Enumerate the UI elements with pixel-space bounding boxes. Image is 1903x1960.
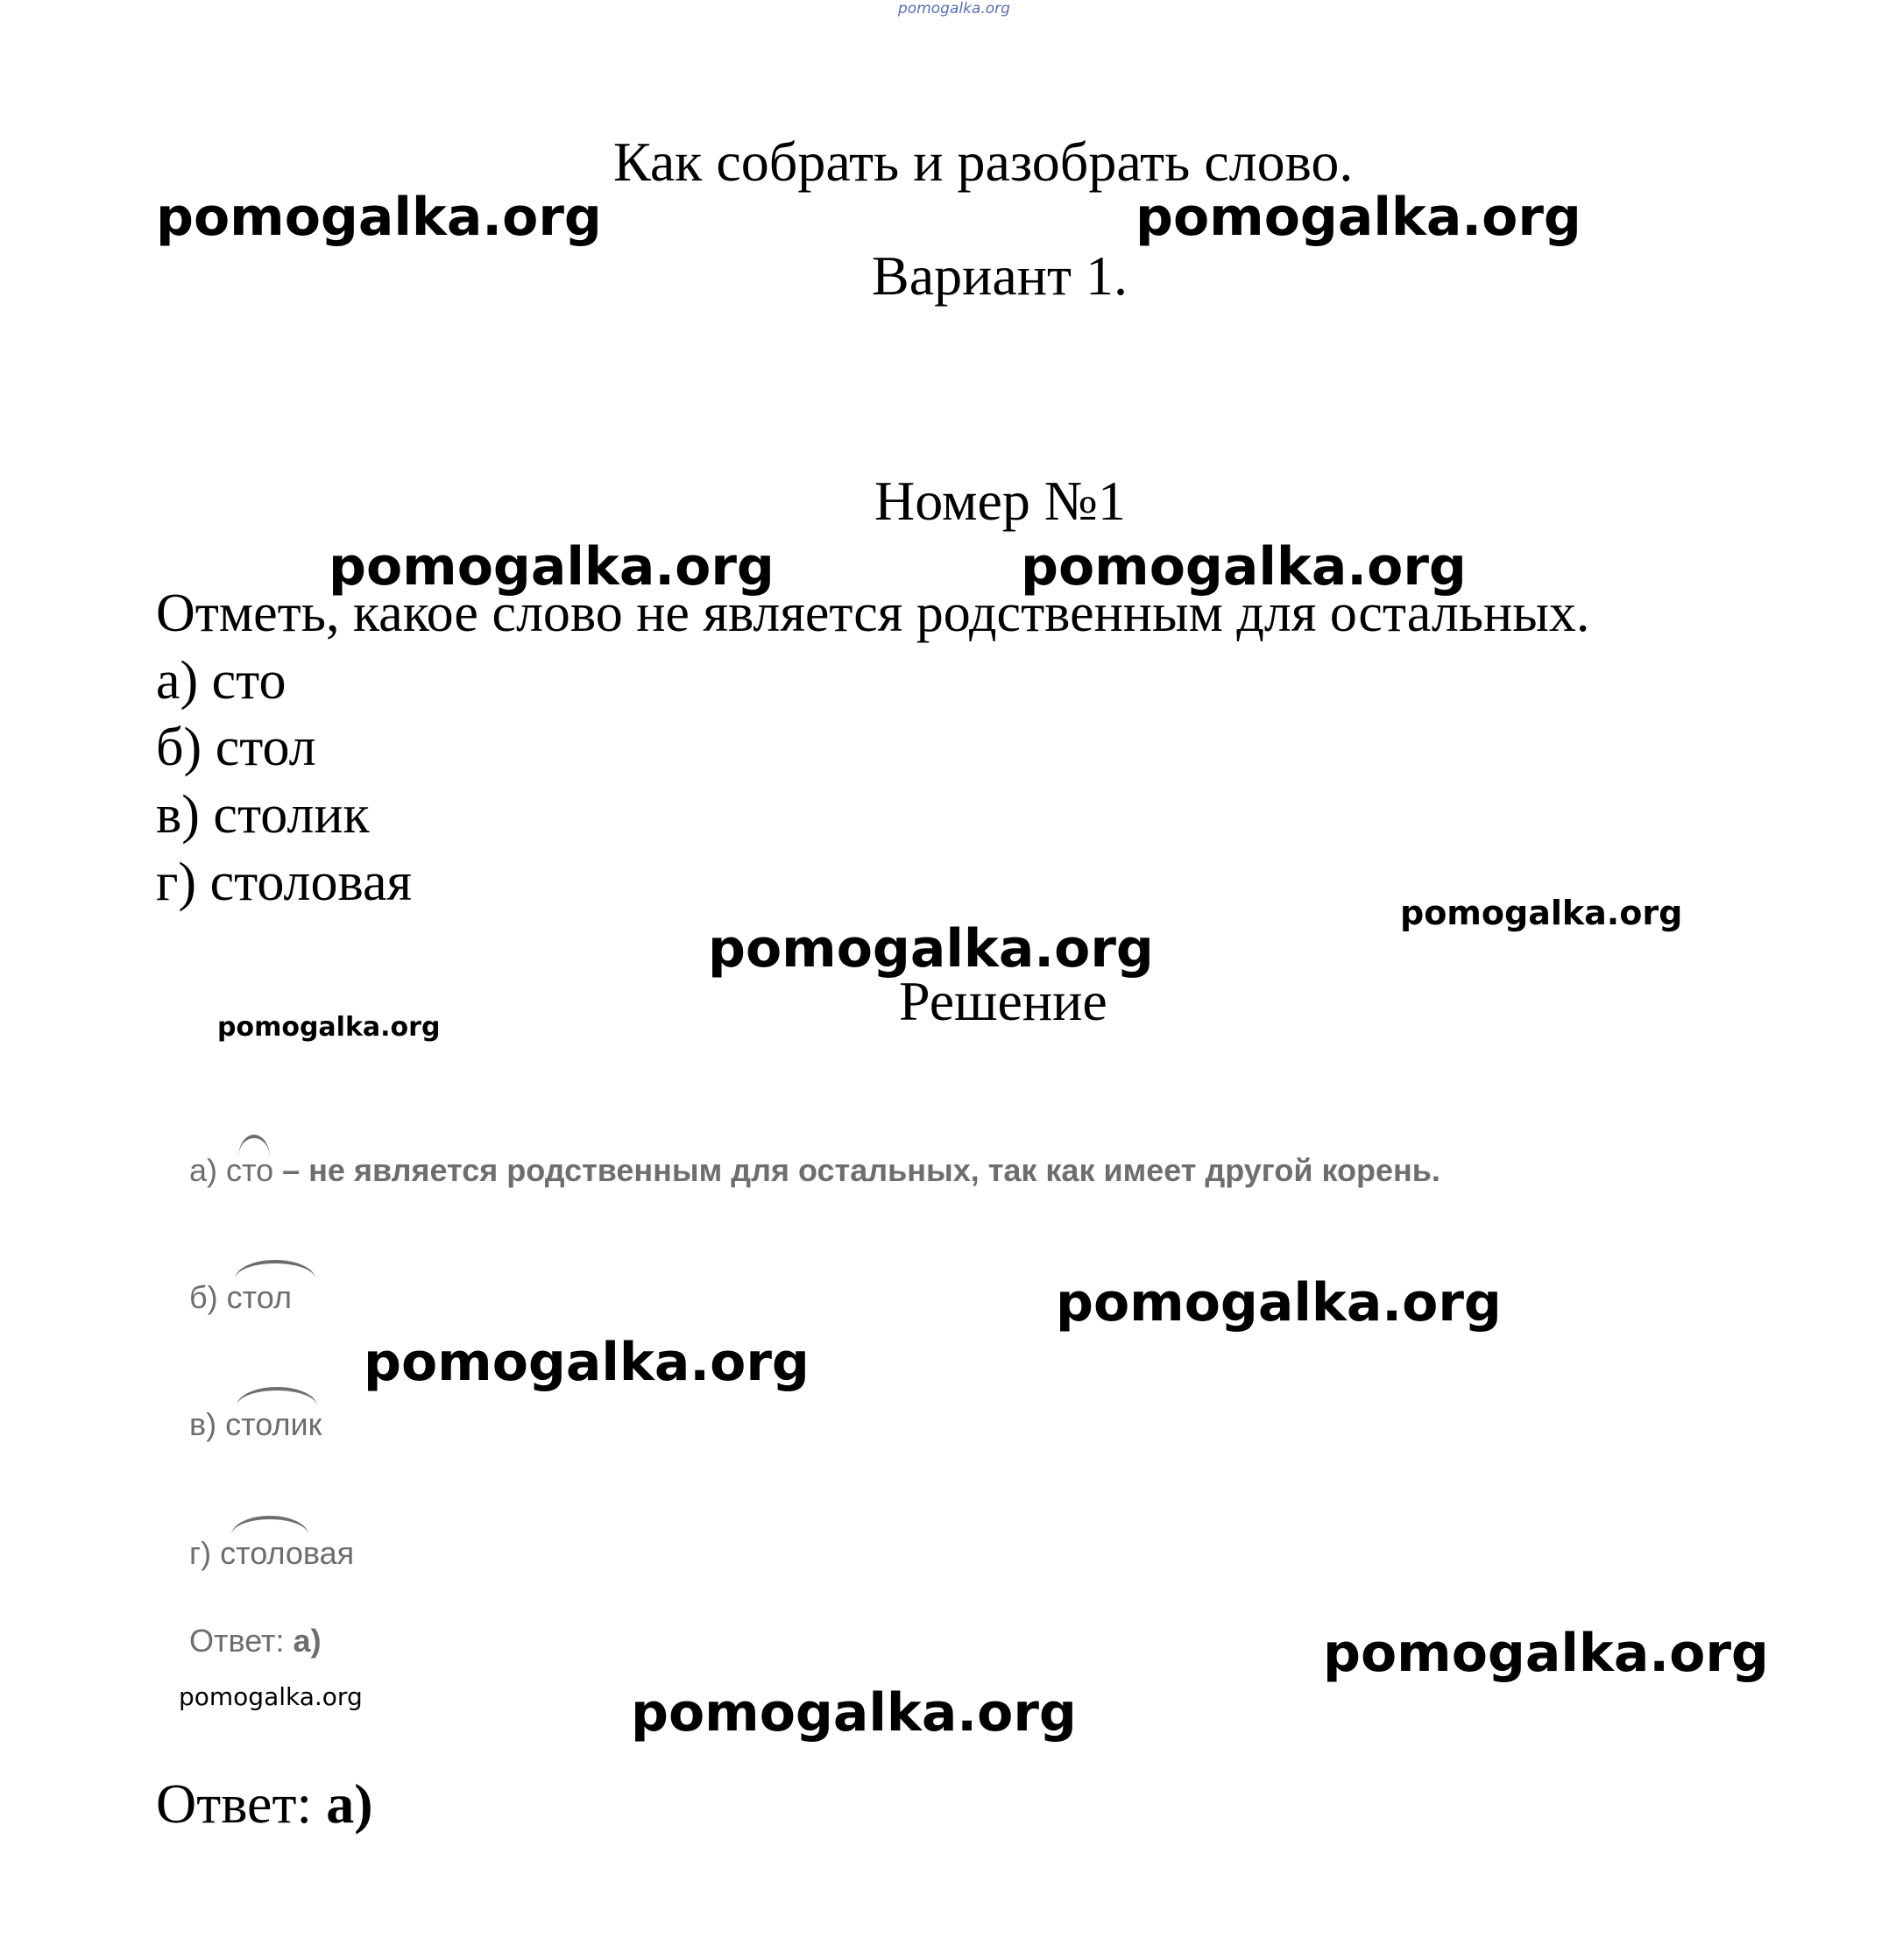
root-arc-b [235, 1260, 315, 1279]
solution-word-b: стол [226, 1279, 292, 1315]
option-d: г) столовая [156, 853, 412, 912]
watermark: pomogalka.org [1056, 1272, 1502, 1334]
solution-label-a: а) [189, 1152, 218, 1188]
solution-word-c: столик [225, 1406, 322, 1442]
watermark: pomogalka.org [708, 918, 1154, 980]
solution-heading: Решение [899, 970, 1107, 1032]
solution-word-a: сто [226, 1152, 274, 1188]
solution-line-b [189, 1279, 292, 1316]
final-answer-label: Ответ: [156, 1772, 313, 1835]
solution-label-b: б) [189, 1279, 218, 1315]
watermark: pomogalka.org [631, 1682, 1077, 1744]
watermark: pomogalka.org [1400, 894, 1683, 932]
page-title: Как собрать и разобрать слово. [613, 131, 1354, 193]
solution-word-d: столовая [220, 1535, 355, 1571]
root-arc-d [231, 1516, 308, 1535]
solution-line-a [189, 1152, 1440, 1189]
watermark-top: pomogalka.org [898, 0, 1010, 18]
watermark: pomogalka.org [1323, 1623, 1769, 1684]
root-arc-c [237, 1387, 317, 1406]
solution-answer-value: а) [293, 1623, 322, 1659]
watermark: pomogalka.org [1021, 536, 1467, 598]
final-answer-value: а) [326, 1772, 373, 1835]
watermark: pomogalka.org [156, 187, 602, 248]
watermark: pomogalka.org [1135, 187, 1581, 248]
task-number: Номер №1 [874, 470, 1126, 532]
variant-title: Вариант 1. [872, 244, 1128, 307]
solution-label-d: г) [189, 1535, 212, 1571]
option-a: а) сто [156, 651, 287, 711]
option-c: в) столик [156, 785, 370, 845]
final-answer [156, 1772, 373, 1836]
option-b: б) стол [156, 718, 316, 777]
solution-answer-label: Ответ: [189, 1623, 285, 1659]
root-arc-a [238, 1135, 270, 1157]
solution-line-d [189, 1535, 354, 1572]
watermark: pomogalka.org [217, 1012, 441, 1043]
watermark: pomogalka.org [364, 1332, 810, 1393]
watermark: pomogalka.org [329, 536, 775, 598]
solution-answer [189, 1623, 322, 1659]
solution-explanation-a: – не является родственным для остальных, так как имеет другой корень. [282, 1152, 1440, 1188]
solution-line-c [189, 1406, 322, 1443]
solution-label-c: в) [189, 1406, 217, 1442]
watermark: pomogalka.org [179, 1682, 363, 1711]
task-question: Отметь, какое слово не является родственным для остальных. [156, 584, 1590, 643]
